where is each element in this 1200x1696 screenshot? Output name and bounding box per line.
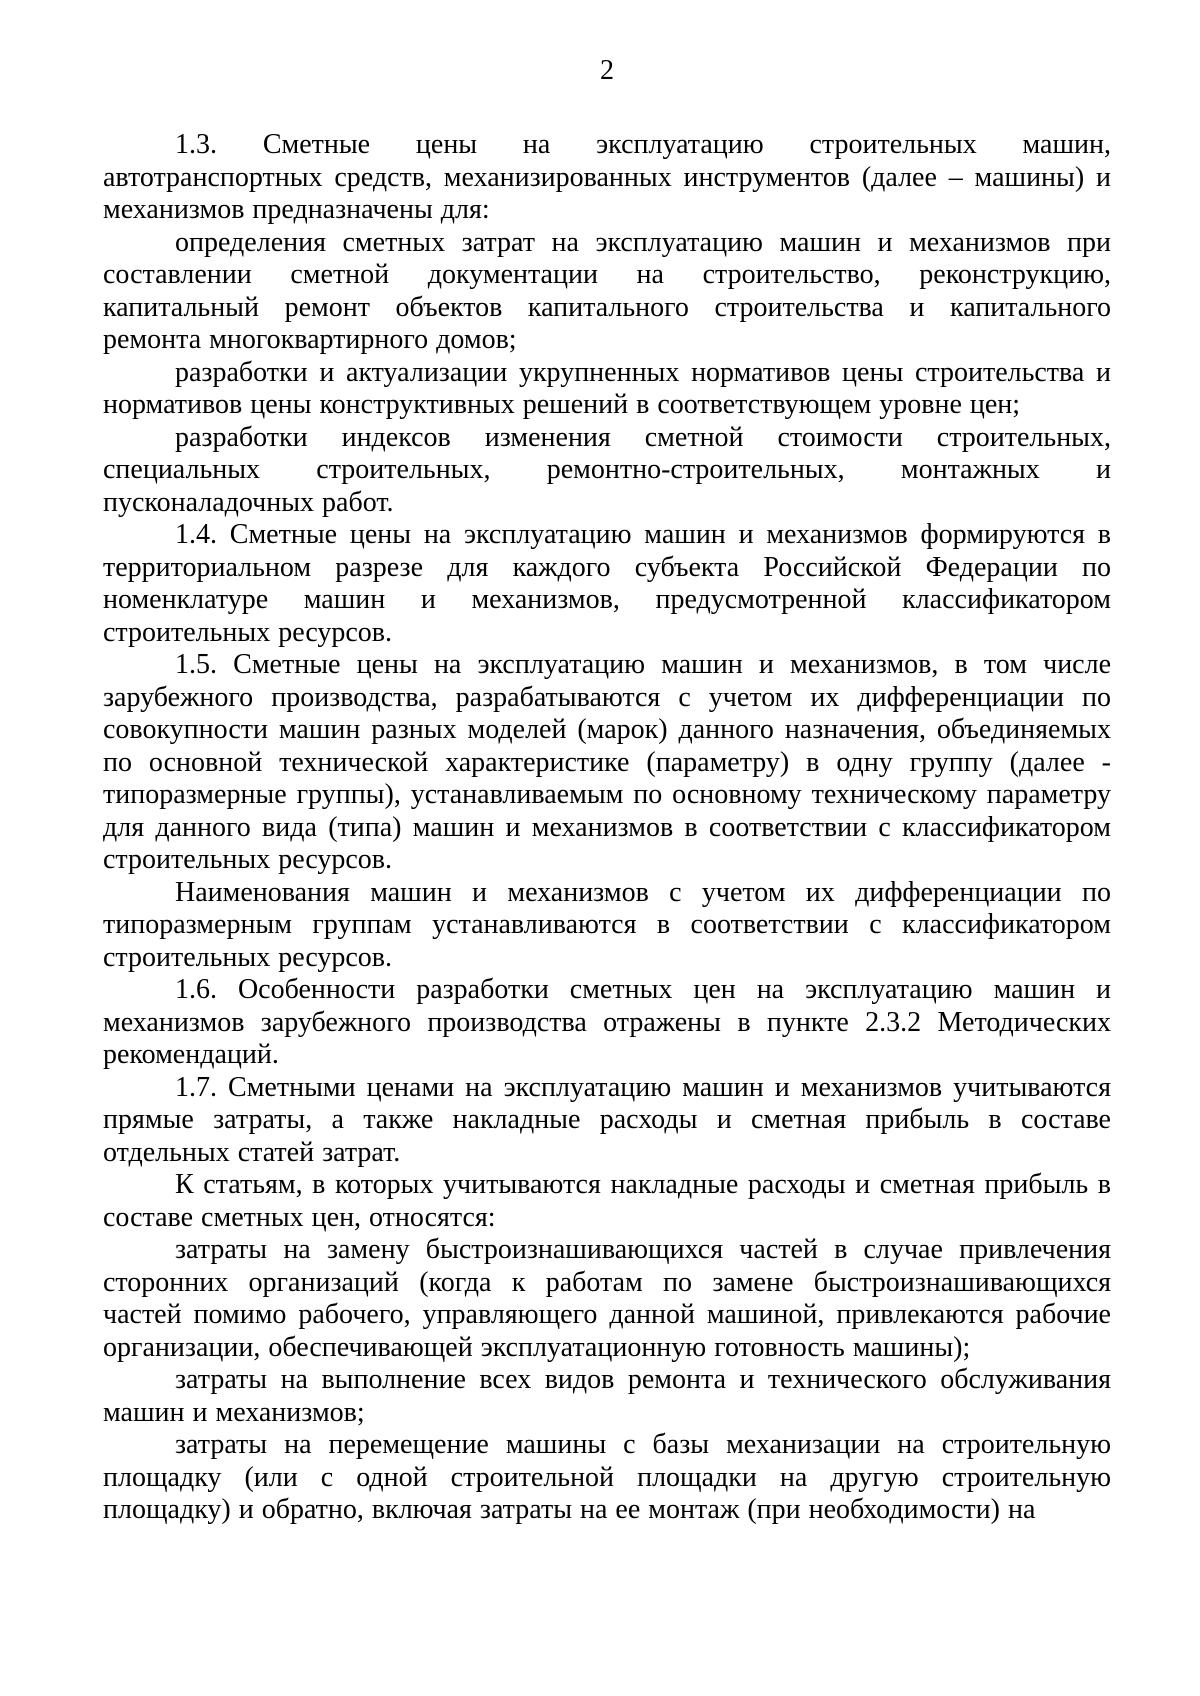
paragraph-1-5-names: Наименования машин и механизмов с учетом их дифференциации по типоразмерным группам устанавливаются в соответствии с классификатором строительных ресурсов.: [103, 876, 1111, 973]
paragraph-cost-items-intro: К статьям, в которых учитываются накладные расходы и сметная прибыль в составе сметных цен, относятся:: [103, 1169, 1111, 1233]
page-number: 2: [600, 55, 614, 86]
paragraph-cost-item-3: затраты на перемещение машины с базы механизации на строительную площадку (или с одной строительной площадки на другую строительную площадку) и обратно, включая затраты на ее монтаж (при необходимости) на: [103, 1429, 1111, 1525]
paragraph-1-3: 1.3. Сметные цены на эксплуатацию строительных машин, автотранспортных средств, механизированных инструментов (далее – машины) и механизмов предназначены для:: [103, 129, 1111, 225]
paragraph-purpose-2: разработки и актуализации укрупненных нормативов цены строительства и нормативов цены конструктивных решений в соответствующем уровне цен;: [103, 356, 1111, 420]
paragraph-cost-item-2: затраты на выполнение всех видов ремонта и технического обслуживания машин и механизмов;: [103, 1364, 1111, 1428]
paragraph-1-7: 1.7. Сметными ценами на эксплуатацию машин и механизмов учитываются прямые затраты, а также накладные расходы и сметная прибыль в составе отдельных статей затрат.: [103, 1071, 1111, 1168]
paragraph-1-4: 1.4. Сметные цены на эксплуатацию машин и механизмов формируются в территориальном разрезе для каждого субъекта Российской Федерации по номенклатуре машин и механизмов, предусмотренной классификатором строительных ресурсов.: [103, 519, 1111, 648]
paragraph-cost-item-1: затраты на замену быстроизнашивающихся частей в случае привлечения сторонних организаций (когда к работам по замене быстроизнашивающихся частей помимо рабочего, управляющего данной машиной, привлекаются рабочие организации, обеспечивающей эксплуатационную готовность машины);: [103, 1234, 1111, 1363]
paragraph-1-5: 1.5. Сметные цены на эксплуатацию машин и механизмов, в том числе зарубежного производства, разрабатываются с учетом их дифференциации по совокупности машин разных моделей (марок) данного назначения, объединяемых по основной технической характеристике (параметру) в одну группу (далее - типоразмерные группы), устанавливаемым по основному техническому параметру для данного вида (типа) машин и механизмов в соответствии с классификатором строительных ресурсов.: [103, 649, 1111, 875]
paragraph-1-6: 1.6. Особенности разработки сметных цен на эксплуатацию машин и механизмов зарубежного производства отражены в пункте 2.3.2 Методических рекомендаций.: [103, 974, 1111, 1070]
paragraph-purpose-1: определения сметных затрат на эксплуатацию машин и механизмов при составлении сметной документации на строительство, реконструкцию, капитальный ремонт объектов капитального строительства и капитального ремонта многоквартирного домов;: [103, 226, 1111, 355]
paragraph-purpose-3: разработки индексов изменения сметной стоимости строительных, специальных строительных, ремонтно-строительных, монтажных и пусконаладочных работ.: [103, 421, 1111, 518]
document-body: [103, 129, 1111, 1527]
